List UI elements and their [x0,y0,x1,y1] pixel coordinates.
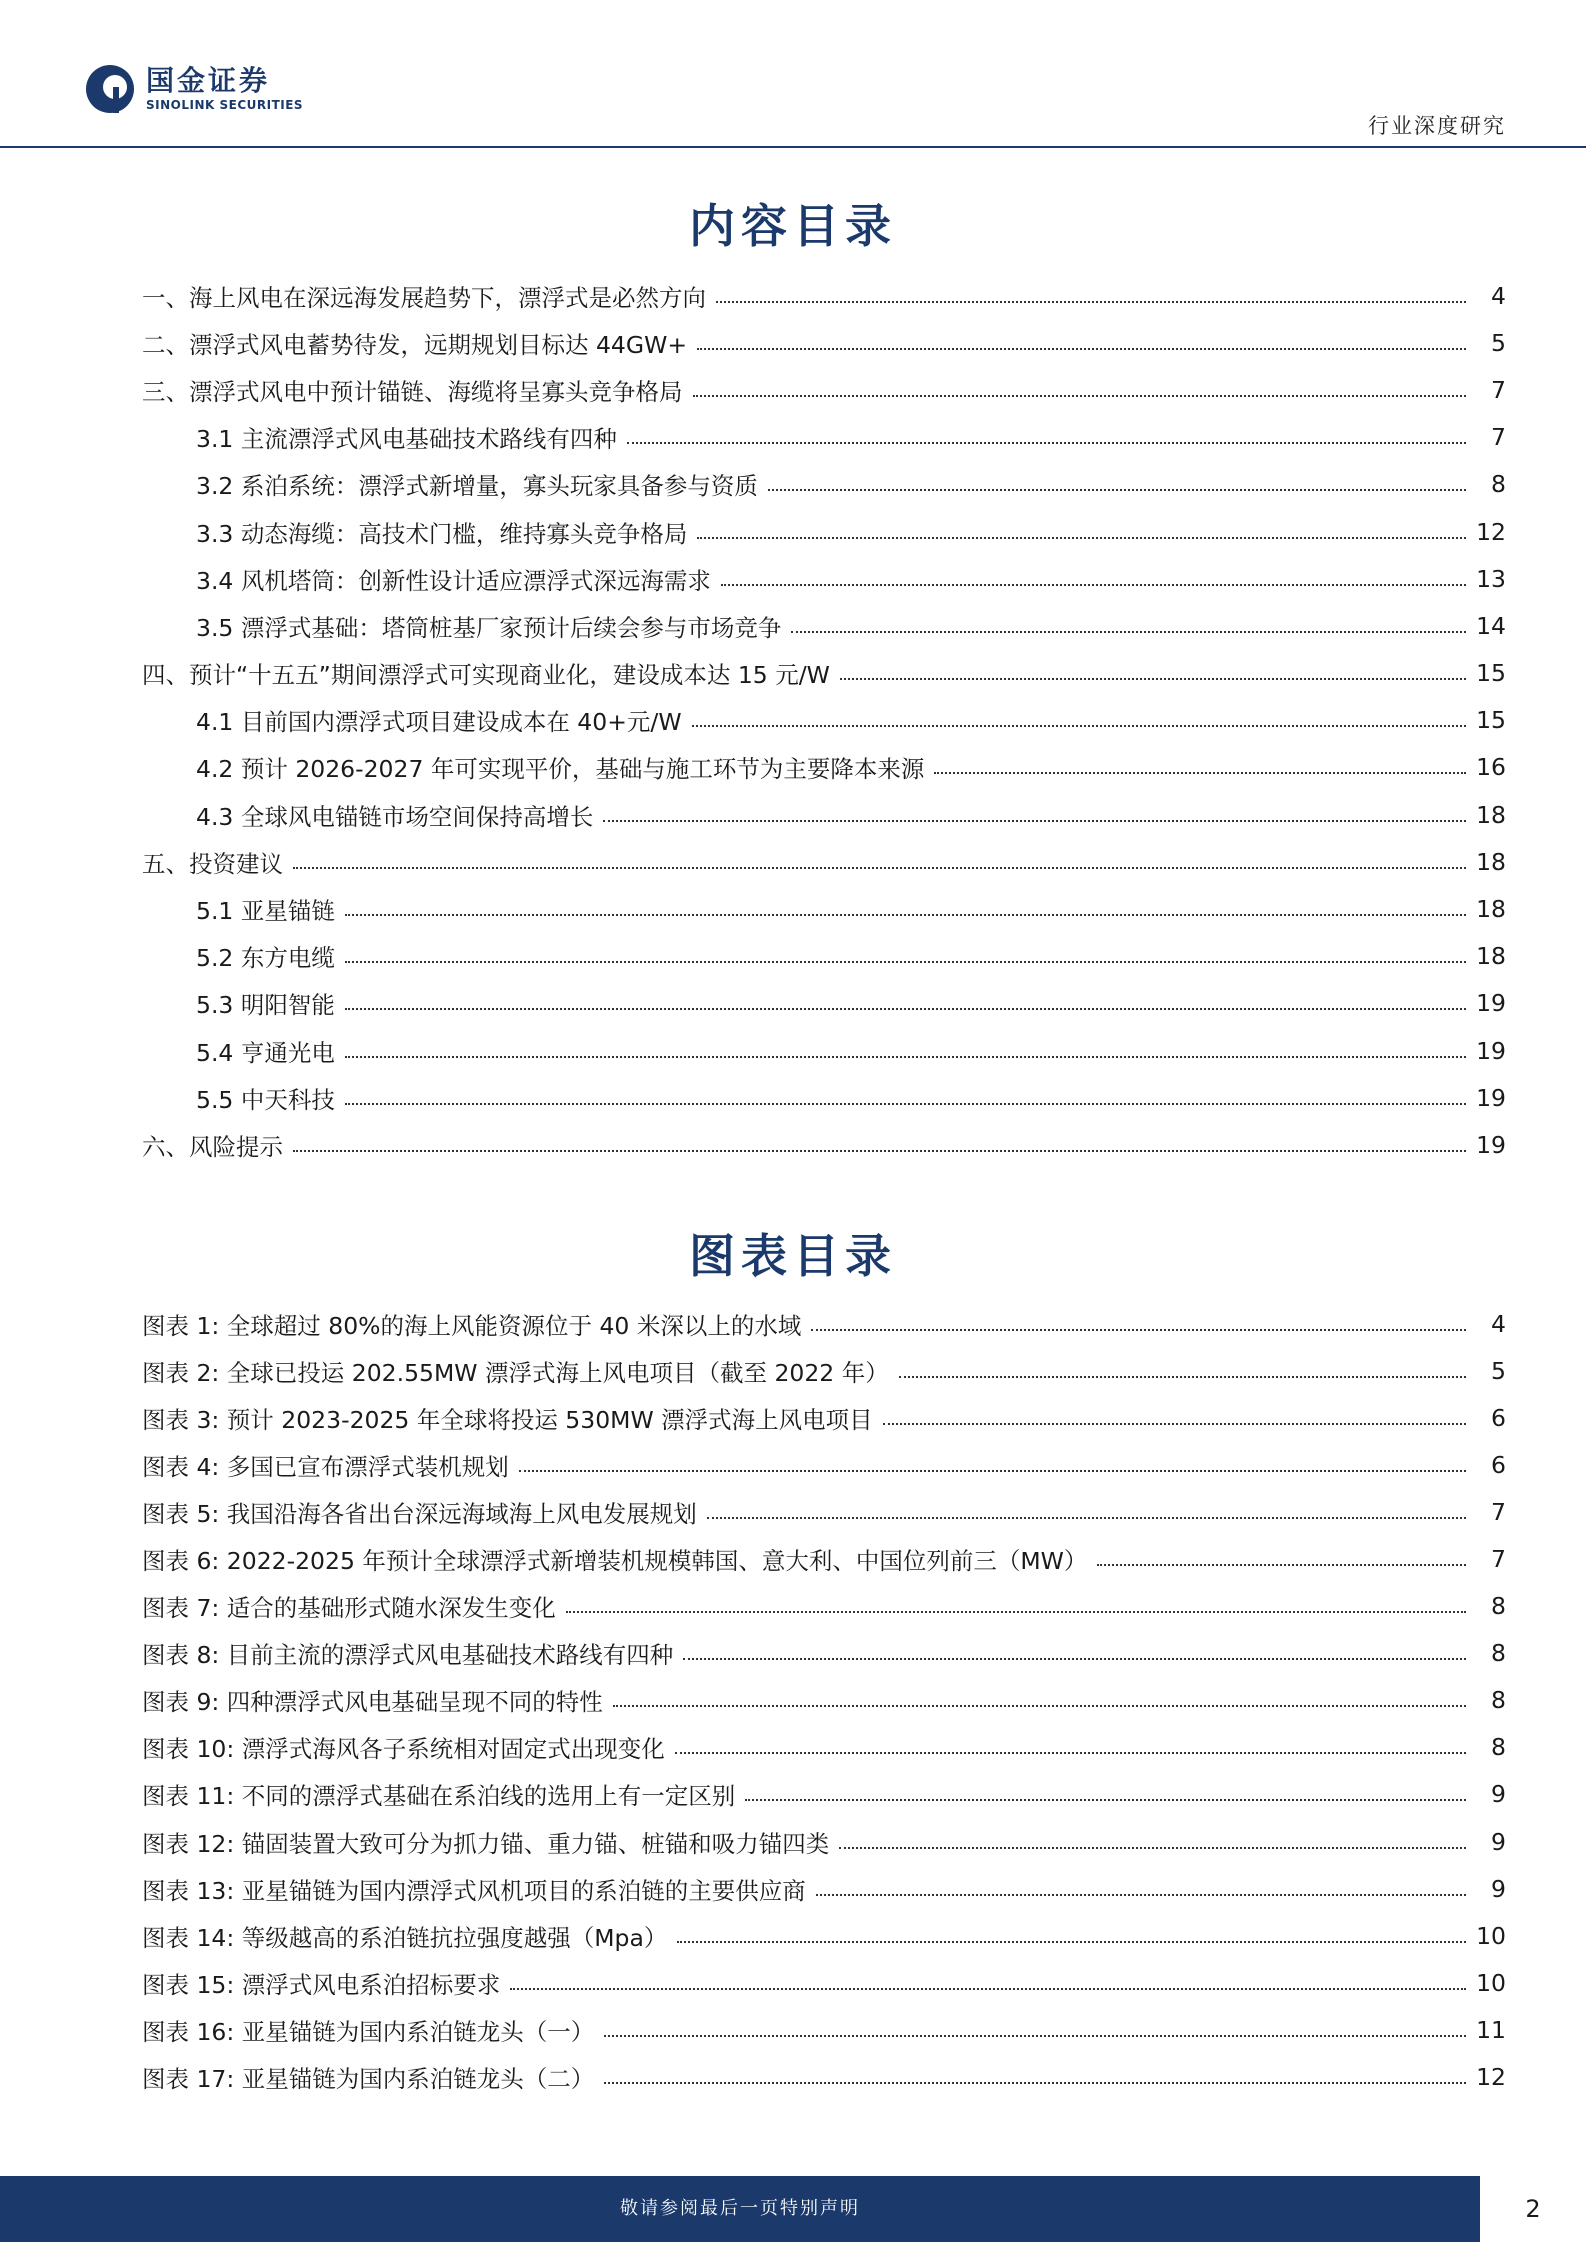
toc-entry[interactable] [142,414,1506,461]
toc-entry-page: 12 [1476,517,1506,546]
toc-entry-label: 3.4 风机塔筒：创新性设计适应漂浮式深远海需求 [196,562,715,596]
dot-leader [840,678,1466,680]
figures-entry[interactable] [142,1677,1506,1724]
toc-entry-label: 3.3 动态海缆：高技术门槛，维持寡头竞争格局 [196,515,691,549]
toc-title: 内容目录 [689,199,897,253]
dot-leader [693,395,1467,397]
toc-entry[interactable] [142,366,1506,413]
figures-entry[interactable] [142,1959,1506,2006]
figures-entry[interactable] [142,2006,1506,2053]
toc-entry[interactable] [142,272,1506,319]
toc-entry-page: 15 [1476,659,1506,688]
toc-entry-page: 19 [1476,989,1506,1018]
toc-entry[interactable] [142,697,1506,744]
dot-leader [899,1376,1466,1378]
toc-entry[interactable] [142,744,1506,791]
figures-entry-page: 9 [1491,1827,1506,1856]
figures-entry-label: 图表 13: 亚星锚链为国内漂浮式风机项目的系泊链的主要供应商 [142,1872,810,1906]
figures-entry-label: 图表 14: 等级越高的系泊链抗拉强度越强（Mpa） [142,1919,671,1953]
figures-entry-page: 12 [1476,2063,1506,2092]
figures-entry-label: 图表 2: 全球已投运 202.55MW 漂浮式海上风电项目（截至 2022 年） [142,1354,893,1388]
dot-leader [707,1517,1466,1519]
company-logo [84,60,303,118]
dot-leader [293,867,1466,869]
figures-entry[interactable] [142,1583,1506,1630]
logo-english: SINOLINK SECURITIES [146,98,304,112]
toc-entry-label: 5.5 中天科技 [196,1081,339,1115]
toc-entry-label: 三、漂浮式风电中预计锚链、海缆将呈寡头竞争格局 [142,373,687,407]
toc-entry-label: 五、投资建议 [142,845,287,879]
figures-entry-page: 8 [1491,1686,1506,1715]
toc-entry-label: 4.1 目前国内漂浮式项目建设成本在 40+元/W [196,703,686,737]
toc-entry-page: 15 [1476,706,1506,735]
dot-leader [839,1847,1466,1849]
figures-entry-label: 图表 4: 多国已宣布漂浮式装机规划 [142,1448,513,1482]
dot-leader [697,348,1466,350]
toc-entry[interactable] [142,650,1506,697]
toc-entry[interactable] [142,602,1506,649]
page-number: 2 [1525,2195,1541,2223]
figures-entry-page: 10 [1476,1968,1506,1997]
figures-entry-label: 图表 16: 亚星锚链为国内系泊链龙头（一） [142,2013,598,2047]
figures-entry-page: 8 [1491,1733,1506,1762]
figures-list [142,1300,1506,2101]
figures-entry-label: 图表 3: 预计 2023-2025 年全球将投运 530MW 漂浮式海上风电项目 [142,1401,877,1435]
toc-entry-label: 4.3 全球风电锚链市场空间保持高增长 [196,798,597,832]
figures-entry-page: 11 [1476,2015,1506,2044]
toc-entry-page: 18 [1476,942,1506,971]
toc-list [142,272,1506,1169]
figures-entry[interactable] [142,1865,1506,1912]
toc-entry-page: 14 [1476,611,1506,640]
toc-entry-page: 19 [1476,1036,1506,1065]
toc-entry[interactable] [142,508,1506,555]
report-type: 行业深度研究 [1368,114,1506,138]
figures-entry-page: 4 [1491,1309,1506,1338]
dot-leader [692,725,1466,727]
figures-entry-page: 7 [1491,1545,1506,1574]
dot-leader [768,489,1466,491]
logo-chinese: 国金证券 [146,64,271,97]
dot-leader [603,820,1466,822]
figures-entry[interactable] [142,1488,1506,1535]
figures-entry-page: 8 [1491,1639,1506,1668]
dot-leader [721,584,1466,586]
dot-leader [604,2035,1466,2037]
dot-leader [613,1705,1466,1707]
dot-leader [675,1752,1466,1754]
dot-leader [883,1423,1466,1425]
logo-icon [84,63,136,115]
figures-entry-label: 图表 5: 我国沿海各省出台深远海域海上风电发展规划 [142,1495,701,1529]
toc-entry[interactable] [142,461,1506,508]
dot-leader [604,2082,1466,2084]
figures-entry-page: 7 [1491,1497,1506,1526]
dot-leader [345,1056,1466,1058]
figures-entry-page: 10 [1476,1921,1506,1950]
dot-leader [683,1658,1466,1660]
toc-entry[interactable] [142,1074,1506,1121]
toc-entry-label: 5.4 亨通光电 [196,1034,339,1068]
figures-entry-page: 6 [1491,1403,1506,1432]
dot-leader [745,1799,1466,1801]
toc-entry[interactable] [142,319,1506,366]
figures-entry[interactable] [142,1535,1506,1582]
toc-entry-page: 18 [1476,895,1506,924]
figures-entry-label: 图表 15: 漂浮式风电系泊招标要求 [142,1966,504,2000]
figures-entry-page: 9 [1491,1780,1506,1809]
toc-entry-page: 19 [1476,1083,1506,1112]
figures-entry-label: 图表 9: 四种漂浮式风电基础呈现不同的特性 [142,1683,607,1717]
figures-entry[interactable] [142,1771,1506,1818]
dot-leader [791,631,1466,633]
dot-leader [716,301,1466,303]
toc-entry-page: 4 [1491,281,1506,310]
toc-entry-page: 16 [1476,753,1506,782]
toc-entry-page: 5 [1491,328,1506,357]
dot-leader [510,1988,1466,1990]
toc-entry-label: 六、风险提示 [142,1128,287,1162]
figures-entry-label: 图表 1: 全球超过 80%的海上风能资源位于 40 米深以上的水域 [142,1307,805,1341]
toc-entry-label: 一、海上风电在深远海发展趋势下，漂浮式是必然方向 [142,279,710,313]
toc-entry-label: 4.2 预计 2026-2027 年可实现平价，基础与施工环节为主要降本来源 [196,750,928,784]
toc-entry-label: 3.2 系泊系统：漂浮式新增量，寡头玩家具备参与资质 [196,467,762,501]
figures-entry-page: 6 [1491,1450,1506,1479]
toc-entry-page: 13 [1476,564,1506,593]
footer-notice: 敬请参阅最后一页特别声明 [620,2198,860,2219]
dot-leader [697,537,1466,539]
toc-entry[interactable] [142,1027,1506,1074]
dot-leader [345,1008,1466,1010]
toc-entry-label: 二、漂浮式风电蓄势待发，远期规划目标达 44GW+ [142,326,691,360]
figures-entry-page: 9 [1491,1874,1506,1903]
figures-entry[interactable] [142,1630,1506,1677]
figures-entry-label: 图表 6: 2022-2025 年预计全球漂浮式新增装机规模韩国、意大利、中国位列前三（MW） [142,1542,1091,1576]
figures-entry[interactable] [142,1394,1506,1441]
figures-entry[interactable] [142,2054,1506,2101]
toc-entry-label: 5.1 亚星锚链 [196,892,339,926]
toc-entry-label: 5.2 东方电缆 [196,939,339,973]
page-header [0,0,1586,150]
toc-entry-label: 5.3 明阳智能 [196,986,339,1020]
toc-entry-page: 19 [1476,1130,1506,1159]
figures-title: 图表目录 [689,1229,897,1283]
dot-leader [816,1894,1466,1896]
toc-entry-page: 18 [1476,800,1506,829]
figures-entry-page: 8 [1491,1592,1506,1621]
toc-entry[interactable] [142,838,1506,885]
figures-entry-label: 图表 10: 漂浮式海风各子系统相对固定式出现变化 [142,1730,669,1764]
toc-entry-label: 3.1 主流漂浮式风电基础技术路线有四种 [196,420,621,454]
toc-entry-page: 8 [1491,470,1506,499]
dot-leader [934,772,1466,774]
figures-entry[interactable] [142,1724,1506,1771]
figures-entry[interactable] [142,1818,1506,1865]
toc-entry-label: 3.5 漂浮式基础：塔筒桩基厂家预计后续会参与市场竞争 [196,609,785,643]
figures-entry[interactable] [142,1300,1506,1347]
dot-leader [519,1470,1466,1472]
toc-entry-page: 7 [1491,423,1506,452]
dot-leader [345,961,1466,963]
toc-entry[interactable] [142,885,1506,932]
dot-leader [566,1611,1466,1613]
toc-entry-label: 四、预计“十五五”期间漂浮式可实现商业化，建设成本达 15 元/W [142,656,834,690]
dot-leader [811,1329,1466,1331]
figures-entry-label: 图表 12: 锚固装置大致可分为抓力锚、重力锚、桩锚和吸力锚四类 [142,1825,833,1859]
figures-entry-label: 图表 17: 亚星锚链为国内系泊链龙头（二） [142,2060,598,2094]
dot-leader [293,1150,1466,1152]
figures-entry-label: 图表 7: 适合的基础形式随水深发生变化 [142,1589,560,1623]
dot-leader [345,1103,1466,1105]
dot-leader [677,1941,1466,1943]
figures-entry[interactable] [142,1912,1506,1959]
toc-entry[interactable] [142,791,1506,838]
figures-entry-page: 5 [1491,1356,1506,1385]
toc-entry[interactable] [142,1121,1506,1168]
toc-entry[interactable] [142,933,1506,980]
header-divider [0,146,1586,148]
figures-entry-label: 图表 11: 不同的漂浮式基础在系泊线的选用上有一定区别 [142,1777,739,1811]
figures-entry[interactable] [142,1347,1506,1394]
dot-leader [627,442,1466,444]
toc-entry-page: 7 [1491,375,1506,404]
toc-entry-page: 18 [1476,847,1506,876]
figures-entry[interactable] [142,1441,1506,1488]
figures-entry-label: 图表 8: 目前主流的漂浮式风电基础技术路线有四种 [142,1636,677,1670]
toc-entry[interactable] [142,980,1506,1027]
dot-leader [345,914,1466,916]
dot-leader [1097,1564,1466,1566]
toc-entry[interactable] [142,555,1506,602]
